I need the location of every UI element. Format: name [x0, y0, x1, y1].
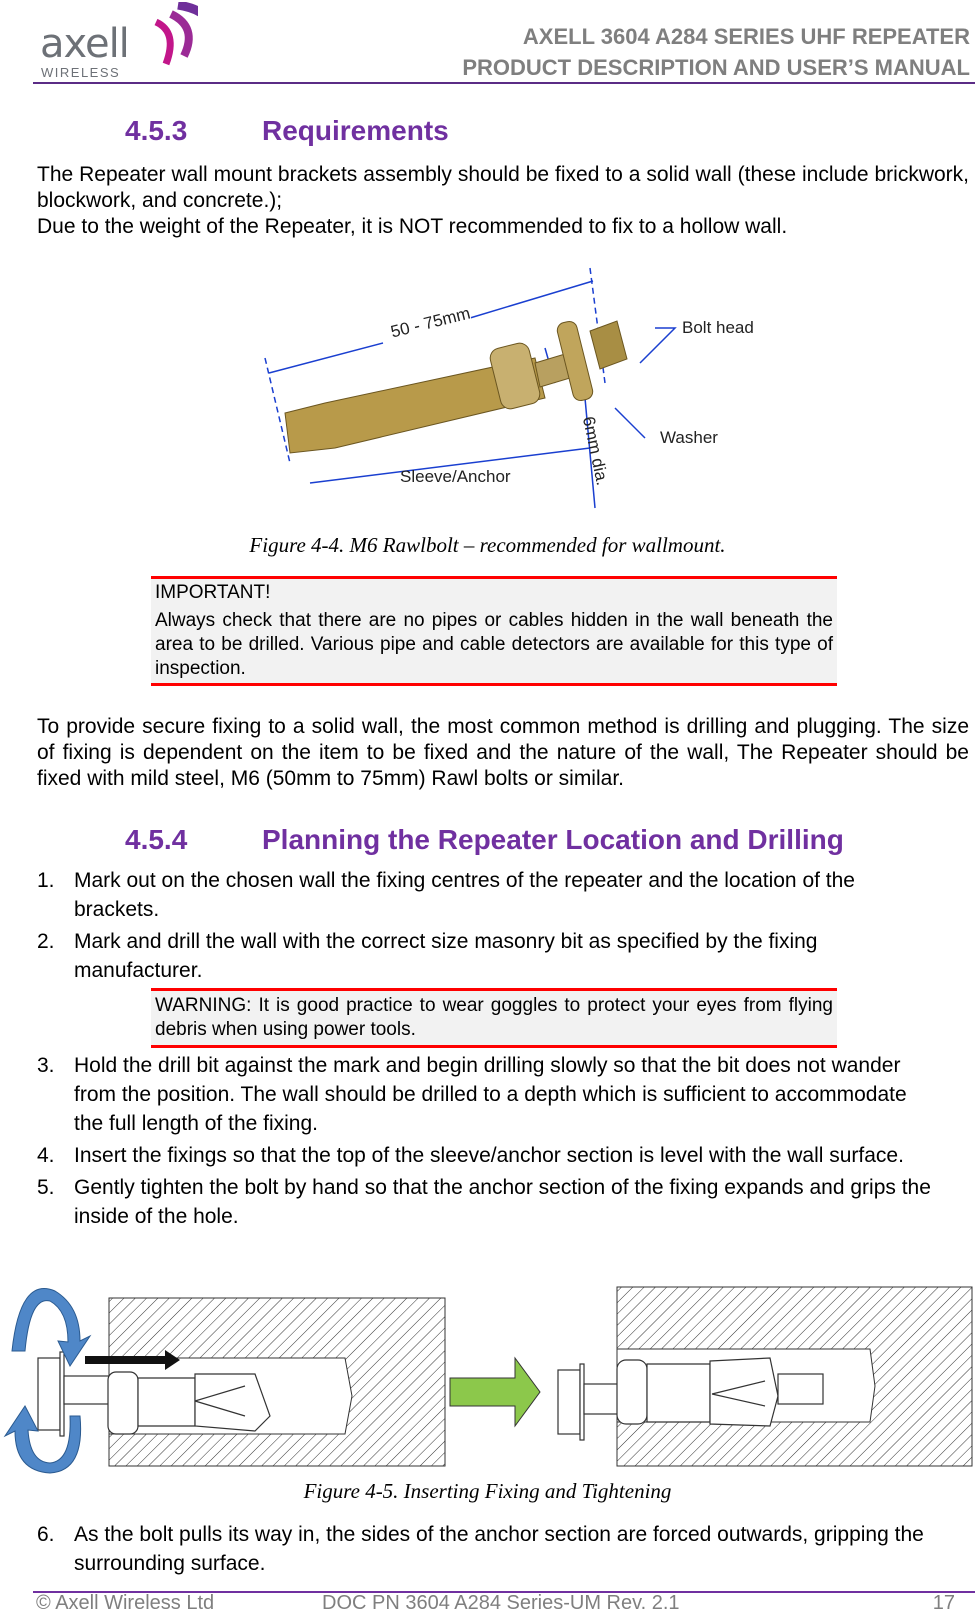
list-number: 1.	[37, 869, 55, 892]
bolt-head-label: Bolt head	[682, 318, 754, 337]
note-title: IMPORTANT!	[155, 582, 271, 603]
list-text: Hold the drill bit against the mark and begin drilling slowly so that the bit does not wander from the position. The wall should be drilled to a depth which is sufficient to accommodate the full length of the fixing.	[74, 1054, 907, 1135]
diameter-label: 6mm dia.	[578, 414, 613, 488]
footer-copyright: © Axell Wireless Ltd	[36, 1592, 215, 1614]
section-title: Planning the Repeater Location and Drilling	[262, 824, 844, 855]
rawlbolt-illustration	[255, 263, 775, 523]
list-item	[37, 1141, 969, 1170]
logo-text: axell	[40, 21, 129, 67]
figure-caption: Figure 4-5. Inserting Fixing and Tightening	[303, 1479, 672, 1503]
list-number: 3.	[37, 1054, 55, 1077]
list-text: Mark and drill the wall with the correct size masonry bit as specified by the fixing manufacturer.	[74, 930, 818, 982]
steps-list	[37, 866, 969, 1234]
section-heading-4-5-3	[125, 114, 625, 148]
list-number: 6.	[37, 1523, 55, 1546]
figure-inserting-fixing	[0, 1286, 975, 1476]
footer-doc-number: DOC PN 3604 A284 Series-UM Rev. 2.1	[322, 1592, 680, 1614]
paragraph: To provide secure fixing to a solid wall, the most common method is drilling and plugging. The size of fixing is dependent on the item to be fixed and the nature of the wall, The Repeater should be fixed with mild steel, M6 (50mm to 75mm) Rawl bolts or similar.	[37, 715, 969, 790]
dimension-label: 50 - 75mm	[388, 303, 473, 342]
document-header	[462, 21, 970, 83]
paragraph: Due to the weight of the Repeater, it is NOT recommended to fix to a hollow wall.	[37, 215, 788, 238]
header-title-line1: AXELL 3604 A284 SERIES UHF REPEATER	[522, 24, 970, 49]
fixing-diagram	[0, 1286, 975, 1476]
page-number: 17	[932, 1592, 955, 1614]
list-text: As the bolt pulls its way in, the sides of the anchor section are forced outwards, gripping the surrounding surface.	[74, 1523, 924, 1575]
list-number: 5.	[37, 1176, 55, 1199]
important-note	[151, 576, 837, 686]
list-item	[37, 1520, 969, 1578]
list-number: 2.	[37, 930, 55, 953]
requirements-text	[37, 162, 969, 240]
company-logo	[38, 2, 198, 82]
figure-caption: Figure 4-4. M6 Rawlbolt – recommended for wallmount.	[249, 533, 726, 557]
important-and-fixing	[37, 576, 969, 792]
list-item	[37, 1173, 969, 1231]
list-text: Gently tighten the bolt by hand so that the anchor section of the fixing expands and grips the inside of the hole.	[74, 1176, 931, 1228]
list-item	[37, 866, 969, 924]
paragraph: The Repeater wall mount brackets assembly should be fixed to a solid wall (these include brickwork, blockwork, and concrete.);	[37, 163, 969, 212]
steps-list-continued	[37, 1520, 969, 1581]
warning-note: WARNING: It is good practice to wear goggles to protect your eyes from flying debris when using power tools.	[151, 988, 837, 1048]
section-number: 4.5.4	[125, 824, 188, 855]
section-title: Requirements	[262, 115, 449, 146]
list-text: Mark out on the chosen wall the fixing centres of the repeater and the location of the brackets.	[74, 869, 855, 921]
list-item	[37, 927, 969, 985]
figure-rawlbolt	[255, 263, 775, 523]
sleeve-anchor-label: Sleeve/Anchor	[400, 467, 511, 486]
section-heading-4-5-4	[125, 823, 925, 857]
header-divider	[33, 82, 975, 84]
logo-subtext: WIRELESS	[41, 65, 121, 80]
section-number: 4.5.3	[125, 115, 188, 146]
header-title-line2: PRODUCT DESCRIPTION AND USER’S MANUAL	[462, 55, 970, 80]
washer-label: Washer	[660, 428, 718, 447]
list-item	[37, 1051, 969, 1138]
list-number: 4.	[37, 1144, 55, 1167]
list-text: Insert the fixings so that the top of the sleeve/anchor section is level with the wall surface.	[74, 1144, 904, 1167]
note-text: Always check that there are no pipes or cables hidden in the wall beneath the area to be drilled. Various pipe and cable detectors are available for this type of inspection.	[155, 610, 833, 679]
